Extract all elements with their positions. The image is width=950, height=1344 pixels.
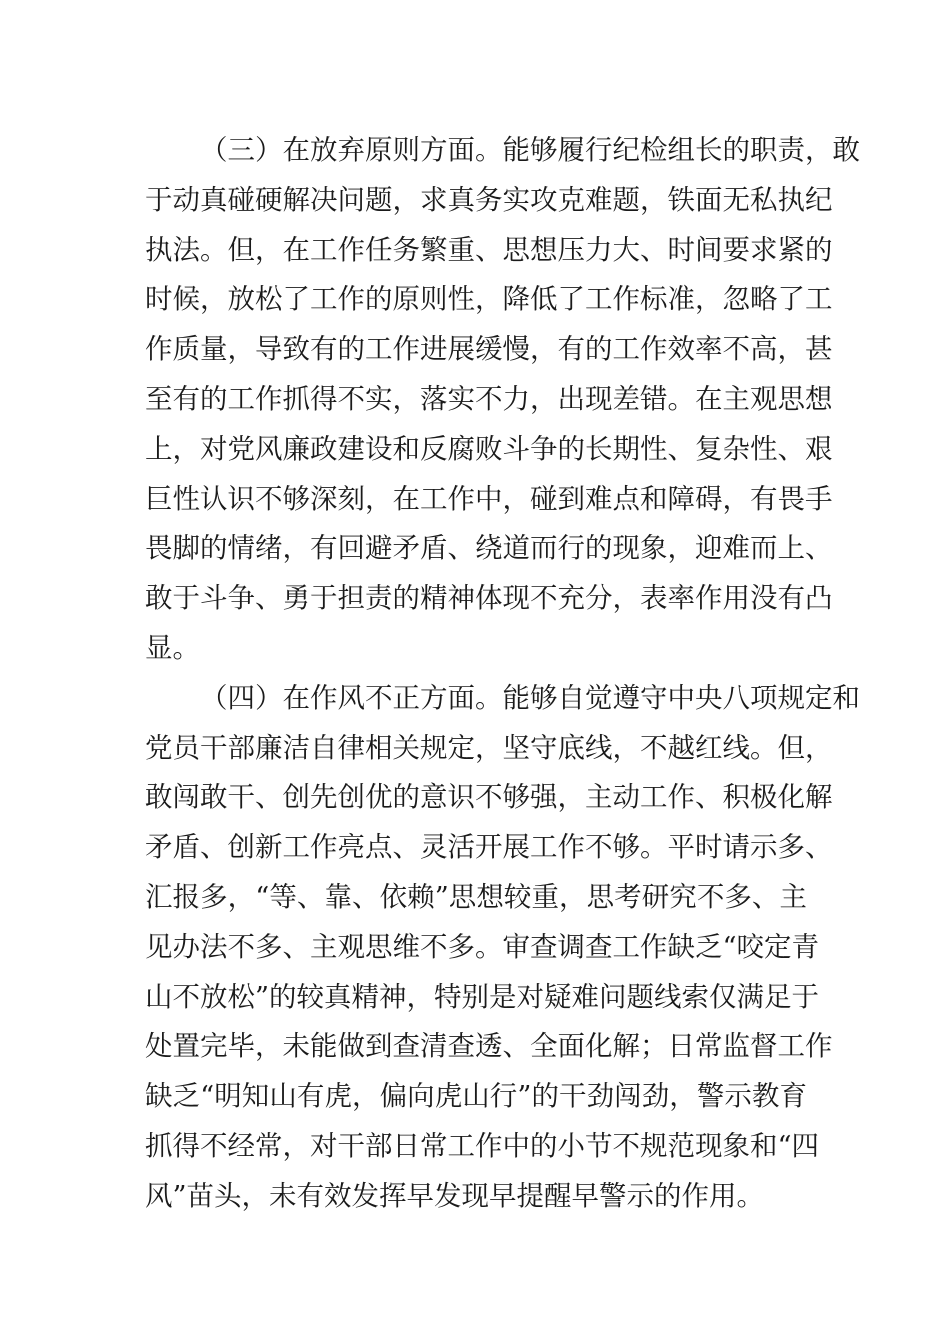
text-line: 风”苗头，未有效发挥早发现早提醒早警示的作用。: [145, 1179, 765, 1212]
text-line: 时候，放松了工作的原则性，降低了工作标准，忽略了工: [145, 283, 833, 316]
text-line: 抓得不经常，对干部日常工作中的小节不规范现象和“四: [145, 1129, 820, 1162]
text-line: （四）在作风不正方面。能够自觉遵守中央八项规定和: [200, 681, 860, 714]
text-line: 显。: [145, 631, 200, 664]
text-line: 于动真碰硬解决问题，求真务实攻克难题，铁面无私执纪: [145, 183, 833, 216]
text-line: 缺乏“明知山有虎，偏向虎山行”的干劲闯劲，警示教育: [145, 1080, 807, 1113]
text-line: 上，对党风廉政建设和反腐败斗争的长期性、复杂性、艰: [145, 432, 833, 465]
text-line: 执法。但，在工作任务繁重、思想压力大、时间要求紧的: [145, 233, 833, 266]
text-line: 至有的工作抓得不实，落实不力，出现差错。在主观思想: [145, 382, 833, 415]
text-line: （三）在放弃原则方面。能够履行纪检组长的职责，敢: [200, 134, 860, 166]
text-line: 党员干部廉洁自律相关规定，坚守底线，不越红线。但，: [145, 731, 833, 764]
text-line: 山不放松”的较真精神，特别是对疑难问题线索仅满足于: [145, 980, 820, 1013]
paragraph-section-4: [145, 674, 860, 1222]
text-line: 巨性认识不够深刻，在工作中，碰到难点和障碍，有畏手: [145, 482, 833, 515]
text-line: 处置完毕，未能做到查清查透、全面化解；日常监督工作: [145, 1030, 833, 1063]
text-line: 畏脚的情绪，有回避矛盾、绕道而行的现象，迎难而上、: [145, 532, 833, 565]
text-line: 敢闯敢干、创先创优的意识不够强，主动工作、积极化解: [145, 781, 833, 814]
text-line: 见办法不多、主观思维不多。审查调查工作缺乏“咬定青: [145, 930, 820, 963]
text-line: 作质量，导致有的工作进展缓慢，有的工作效率不高，甚: [145, 333, 833, 366]
text-line: 矛盾、创新工作亮点、灵活开展工作不够。平时请示多、: [145, 831, 833, 864]
document-body: [145, 126, 860, 1222]
paragraph-section-3: [145, 126, 860, 674]
text-line: 敢于斗争、勇于担责的精神体现不充分，表率作用没有凸: [145, 582, 833, 615]
text-line: 汇报多，“等、靠、依赖”思想较重，思考研究不多、主: [145, 880, 807, 913]
